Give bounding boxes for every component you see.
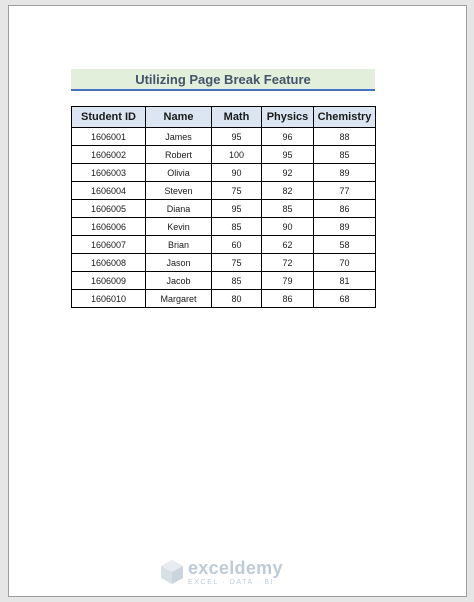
table-row (72, 128, 376, 146)
table-row (72, 200, 376, 218)
cell-student-id: 1606001 (72, 128, 146, 146)
cell-physics: 86 (262, 290, 314, 308)
cell-math: 90 (212, 164, 262, 182)
cell-name: James (146, 128, 212, 146)
table-row (72, 290, 376, 308)
cell-math: 100 (212, 146, 262, 164)
table-row (72, 254, 376, 272)
cell-student-id: 1606004 (72, 182, 146, 200)
cell-name: Kevin (146, 218, 212, 236)
watermark-name: exceldemy (188, 557, 283, 578)
cell-physics: 92 (262, 164, 314, 182)
cell-physics: 72 (262, 254, 314, 272)
cell-physics: 95 (262, 146, 314, 164)
cell-student-id: 1606002 (72, 146, 146, 164)
cell-student-id: 1606009 (72, 272, 146, 290)
table-row (72, 146, 376, 164)
cell-math: 60 (212, 236, 262, 254)
cell-name: Steven (146, 182, 212, 200)
cell-physics: 62 (262, 236, 314, 254)
cell-math: 95 (212, 200, 262, 218)
table-row (72, 218, 376, 236)
sheet-title: Utilizing Page Break Feature (71, 69, 375, 89)
cell-physics: 90 (262, 218, 314, 236)
cell-chemistry: 58 (314, 236, 376, 254)
cell-name: Robert (146, 146, 212, 164)
watermark-tagline: EXCEL · DATA · BI (188, 578, 275, 586)
table-row (72, 236, 376, 254)
cell-physics: 79 (262, 272, 314, 290)
print-preview-page (8, 5, 467, 597)
table-header-row (72, 107, 376, 128)
cell-chemistry: 89 (314, 164, 376, 182)
cell-chemistry: 86 (314, 200, 376, 218)
cell-math: 95 (212, 128, 262, 146)
cell-chemistry: 68 (314, 290, 376, 308)
cell-physics: 85 (262, 200, 314, 218)
table-row (72, 272, 376, 290)
header-name: Name (146, 107, 212, 128)
cell-math: 80 (212, 290, 262, 308)
cell-chemistry: 85 (314, 146, 376, 164)
table-row (72, 182, 376, 200)
cell-name: Margaret (146, 290, 212, 308)
cell-name: Jason (146, 254, 212, 272)
cell-chemistry: 88 (314, 128, 376, 146)
header-chemistry: Chemistry (314, 107, 376, 128)
cell-student-id: 1606010 (72, 290, 146, 308)
cell-chemistry: 70 (314, 254, 376, 272)
header-student-id: Student ID (72, 107, 146, 128)
table-row (72, 164, 376, 182)
cell-chemistry: 77 (314, 182, 376, 200)
cell-chemistry: 81 (314, 272, 376, 290)
cell-name: Diana (146, 200, 212, 218)
title-underline (71, 89, 375, 91)
cell-physics: 82 (262, 182, 314, 200)
header-physics: Physics (262, 107, 314, 128)
cell-math: 85 (212, 272, 262, 290)
cell-chemistry: 89 (314, 218, 376, 236)
cell-student-id: 1606008 (72, 254, 146, 272)
cell-student-id: 1606003 (72, 164, 146, 182)
cell-student-id: 1606005 (72, 200, 146, 218)
header-math: Math (212, 107, 262, 128)
cell-math: 85 (212, 218, 262, 236)
cell-math: 75 (212, 182, 262, 200)
exceldemy-watermark (160, 558, 283, 586)
cell-name: Jacob (146, 272, 212, 290)
cell-name: Brian (146, 236, 212, 254)
exceldemy-logo-icon (160, 559, 184, 585)
student-scores-table (71, 106, 376, 308)
cell-name: Olivia (146, 164, 212, 182)
cell-physics: 96 (262, 128, 314, 146)
cell-math: 75 (212, 254, 262, 272)
cell-student-id: 1606006 (72, 218, 146, 236)
cell-student-id: 1606007 (72, 236, 146, 254)
